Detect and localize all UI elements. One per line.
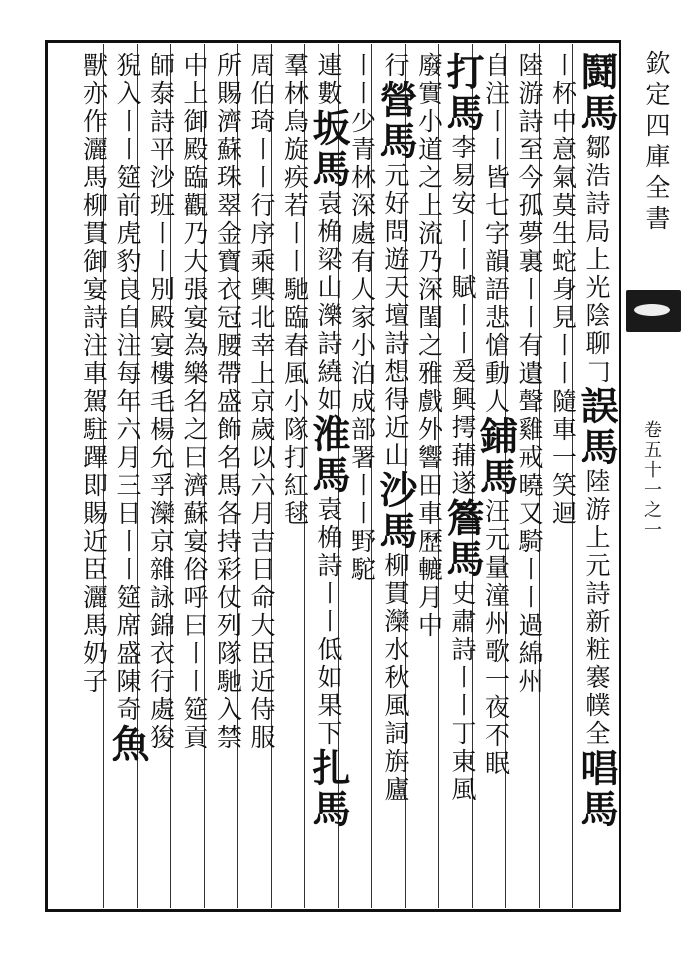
entry-text: 外響田車歷轆月中 [414, 416, 444, 640]
book-title: 欽定四庫全書 [642, 50, 671, 236]
entry-heading: 誤馬 [574, 386, 619, 468]
entry-text: 猊入〡〡筵前虎豹良自注每年六月三日〡〡筵席盛陳奇 [113, 52, 142, 724]
entry-text: 陸游上元詩新粧褰幞全 [582, 468, 611, 748]
entry-text: 中上御殿臨觀乃大張宴為樂名之曰濟蘇宴俗呼曰〡〡筵貢 [180, 52, 209, 752]
entry-text: 廢實小道之上流乃深閨之雅戲 [414, 52, 444, 416]
entry-text: 羣 [280, 52, 310, 80]
fish-tail-mark-icon [626, 290, 681, 332]
entry-text: 李易安〡〡賦〡〡爰興摴蒱遂 [448, 134, 477, 498]
entry-text: 自注〡〡皆七字韻語悲愴動人 [481, 52, 511, 416]
entry-text: 臨春風小隊打紅毬 [280, 304, 310, 528]
entry-text: 汪元量潼州歌一夜不眠 [481, 498, 511, 778]
entry-text: 〡〡少青林深處有人家 [347, 52, 377, 332]
entry-heading: 扎馬 [306, 748, 351, 830]
entry-heading: 淮馬 [306, 414, 351, 496]
entry-text: 元好問遊天壇詩想得近山 [381, 162, 410, 470]
entry-text: 師泰詩平沙班〡〡別殿宴樓毛楊允孚灤京雜詠錦衣行處狻 [146, 52, 176, 752]
entry-text: 柳貫灤水秋風詞旃廬 [381, 552, 410, 804]
entry-heading: 打馬 [440, 52, 485, 134]
entry-text: 獸亦作灑馬柳貫御宴詩注車駕駐蹕即賜近臣灑馬奶子 [79, 52, 109, 696]
text-column [74, 52, 114, 696]
entry-text: 所賜濟蘇珠翠金寶衣冠腰帶盛飾名馬各持彩仗列隊馳入禁 [213, 52, 243, 752]
entry-text: 林烏旋疾若〡〡馳 [280, 80, 310, 304]
entry-heading: 魚 [105, 724, 150, 765]
entry-heading: 鋪馬 [473, 416, 519, 498]
entry-text: 數 [314, 80, 343, 108]
entry-heading: 沙馬 [373, 470, 418, 552]
entry-text: 〡杯中意氣莫生蛇 [548, 52, 578, 276]
entry-text: 袁桷詩〡〡低如果下 [314, 496, 343, 748]
entry-text: 史肅詩〡〡丁東風 [448, 580, 477, 804]
entry-heading: 營馬 [373, 80, 418, 162]
entry-heading: 坂馬 [306, 108, 351, 190]
entry-text: 行 [381, 52, 410, 80]
entry-heading: 簷馬 [440, 498, 485, 580]
entry-text: 小泊成部署〡〡野駝 [347, 332, 377, 584]
entry-heading: 唱馬 [574, 748, 619, 830]
entry-heading: 鬪馬 [574, 52, 619, 134]
volume-label: 卷五十一之一 [641, 420, 662, 540]
entry-text: 雞戒曉又騎〡〡過綿州 [515, 416, 544, 696]
entry-text: 鄒浩詩局上光陰聊𠃌 [582, 134, 611, 386]
entry-text: 袁桷梁山濼詩繞如 [314, 190, 343, 414]
entry-text: 連 [314, 52, 343, 80]
entry-text: 周伯琦〡〡行序乘輿北幸上京歲以六月吉日命大臣近侍服 [247, 52, 276, 752]
entry-text: 身見〡〡隨車一笑迴 [548, 276, 578, 528]
entry-text: 陸游詩至今孤夢裏〡〡有遺聲 [515, 52, 544, 416]
